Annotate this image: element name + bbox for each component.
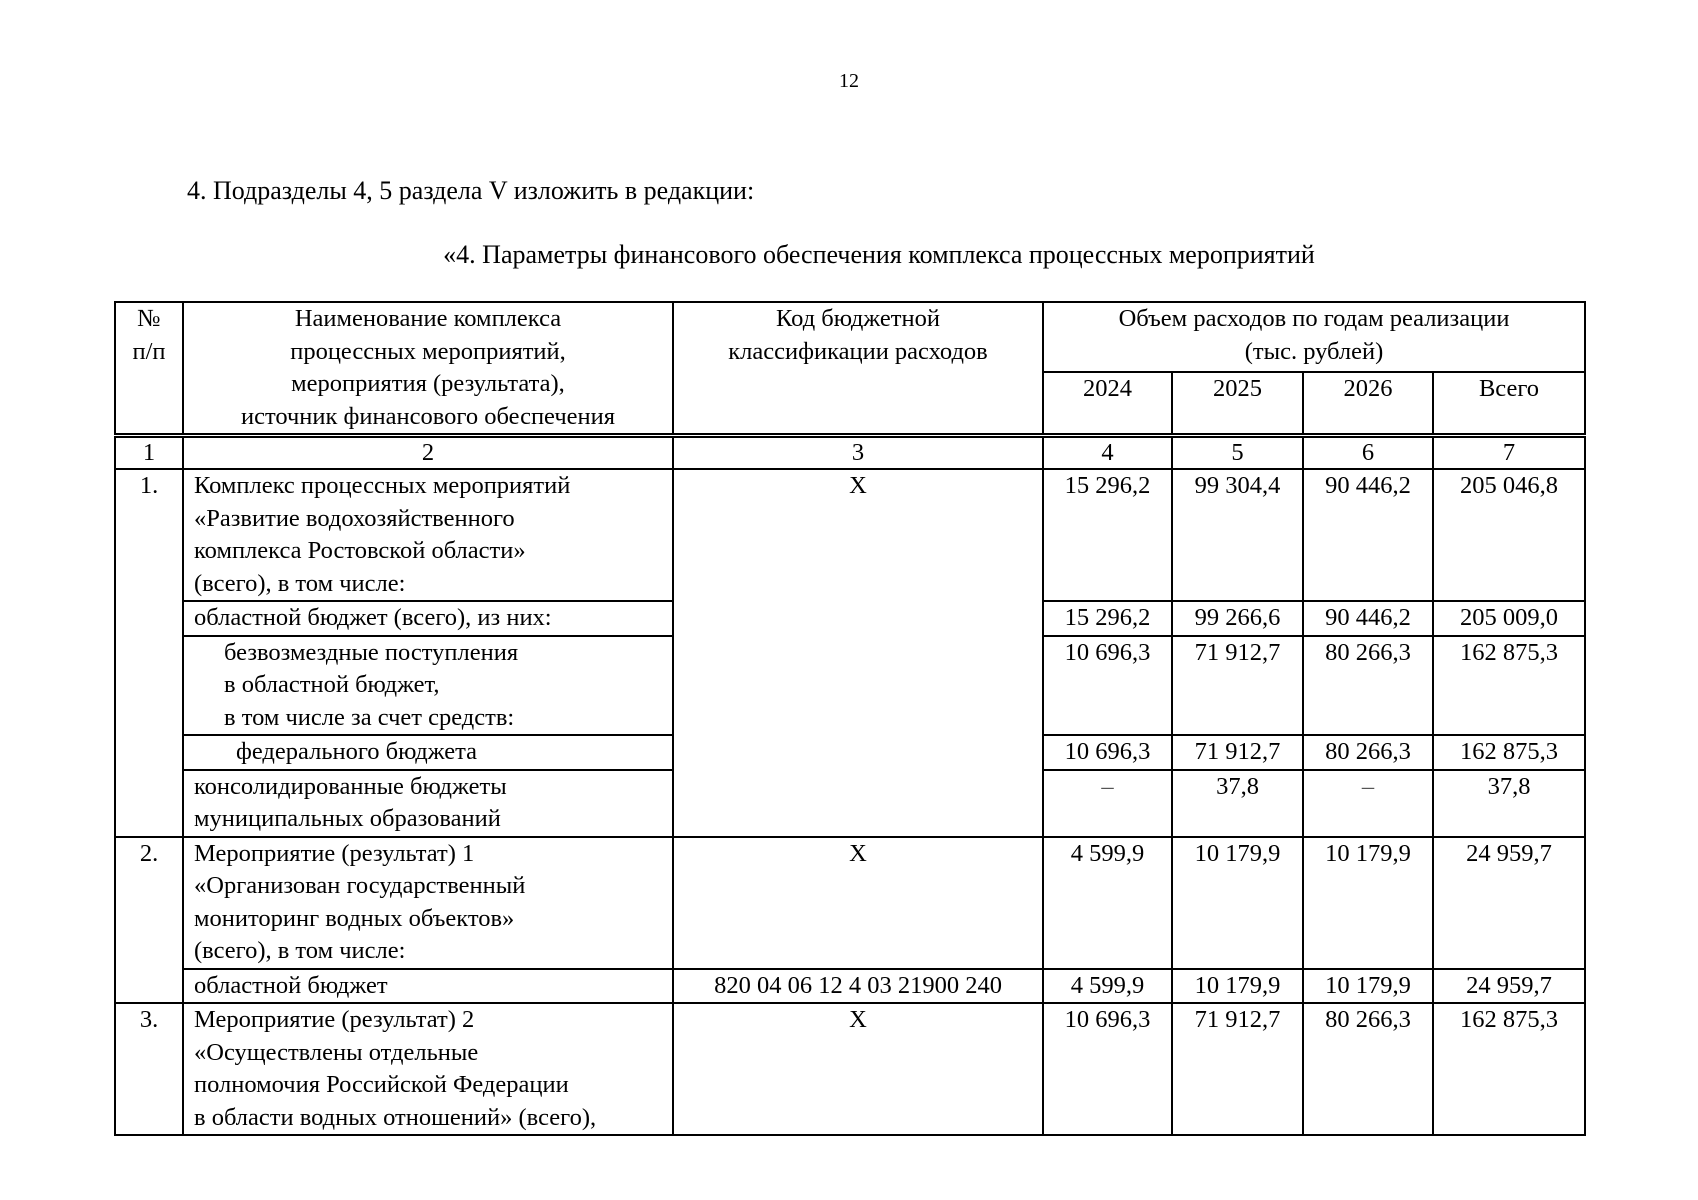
- row-number: 1.: [115, 469, 183, 837]
- table-row: [115, 1003, 1585, 1135]
- table-row: [115, 469, 1585, 601]
- row-name: безвозмездные поступления в областной бюджет, в том числе за счет средств:: [183, 636, 673, 736]
- row-name: федерального бюджета: [183, 735, 673, 770]
- value-2026: 10 179,9: [1303, 969, 1433, 1004]
- value-2026: –: [1303, 770, 1433, 837]
- header-code: Код бюджетной классификации расходов: [673, 302, 1043, 436]
- row-code: Х: [673, 1003, 1043, 1135]
- value-2024: –: [1043, 770, 1172, 837]
- column-number: 7: [1433, 436, 1585, 470]
- row-name: консолидированные бюджеты муниципальных образований: [183, 770, 673, 837]
- column-number: 1: [115, 436, 183, 470]
- value-2024: 10 696,3: [1043, 1003, 1172, 1135]
- value-2026: 90 446,2: [1303, 601, 1433, 636]
- row-number: 2.: [115, 837, 183, 1004]
- value-2024: 4 599,9: [1043, 837, 1172, 969]
- header-row: [115, 302, 1585, 372]
- value-2026: 10 179,9: [1303, 837, 1433, 969]
- header-volume: Объем расходов по годам реализации (тыс. рублей): [1043, 302, 1585, 372]
- row-name: Комплекс процессных мероприятий «Развитие водохозяйственного комплекса Ростовской области» (всего), в том числе:: [183, 469, 673, 601]
- value-total: 24 959,7: [1433, 969, 1585, 1004]
- row-name: Мероприятие (результат) 1 «Организован государственный мониторинг водных объектов» (всего), в том числе:: [183, 837, 673, 969]
- header-year-2025: 2025: [1172, 372, 1303, 436]
- value-total: 162 875,3: [1433, 1003, 1585, 1135]
- column-number: 6: [1303, 436, 1433, 470]
- value-total: 24 959,7: [1433, 837, 1585, 969]
- value-2025: 99 266,6: [1172, 601, 1303, 636]
- value-2024: 15 296,2: [1043, 601, 1172, 636]
- table-row: [115, 837, 1585, 969]
- value-2026: 80 266,3: [1303, 636, 1433, 736]
- value-total: 162 875,3: [1433, 735, 1585, 770]
- header-name: Наименование комплекса процессных мероприятий, мероприятия (результата), источник финансового обеспечения: [183, 302, 673, 436]
- value-2024: 4 599,9: [1043, 969, 1172, 1004]
- value-total: 205 046,8: [1433, 469, 1585, 601]
- header-num: № п/п: [115, 302, 183, 436]
- header-year-2026: 2026: [1303, 372, 1433, 436]
- value-2025: 10 179,9: [1172, 969, 1303, 1004]
- value-2026: 80 266,3: [1303, 1003, 1433, 1135]
- value-2025: 99 304,4: [1172, 469, 1303, 601]
- value-2025: 10 179,9: [1172, 837, 1303, 969]
- row-name: областной бюджет (всего), из них:: [183, 601, 673, 636]
- header-total: Всего: [1433, 372, 1585, 436]
- row-number: 3.: [115, 1003, 183, 1135]
- column-number: 4: [1043, 436, 1172, 470]
- column-number: 2: [183, 436, 673, 470]
- row-name: областной бюджет: [183, 969, 673, 1004]
- financing-table: [114, 301, 1586, 1136]
- table-row: [115, 969, 1585, 1004]
- value-2026: 90 446,2: [1303, 469, 1433, 601]
- column-number: 5: [1172, 436, 1303, 470]
- value-2025: 71 912,7: [1172, 1003, 1303, 1135]
- value-2025: 71 912,7: [1172, 636, 1303, 736]
- column-numbering-row: [115, 436, 1585, 470]
- row-code: Х: [673, 837, 1043, 969]
- row-code: Х: [673, 469, 1043, 837]
- value-2024: 15 296,2: [1043, 469, 1172, 601]
- section-title: «4. Параметры финансового обеспечения комплекса процессных мероприятий: [443, 240, 1315, 269]
- value-2026: 80 266,3: [1303, 735, 1433, 770]
- row-code: 820 04 06 12 4 03 21900 240: [673, 969, 1043, 1004]
- column-number: 3: [673, 436, 1043, 470]
- value-2025: 37,8: [1172, 770, 1303, 837]
- value-total: 37,8: [1433, 770, 1585, 837]
- value-total: 205 009,0: [1433, 601, 1585, 636]
- row-name: Мероприятие (результат) 2 «Осуществлены отдельные полномочия Российской Федерации в области водных отношений» (всего),: [183, 1003, 673, 1135]
- value-2024: 10 696,3: [1043, 636, 1172, 736]
- value-2024: 10 696,3: [1043, 735, 1172, 770]
- header-year-2024: 2024: [1043, 372, 1172, 436]
- value-total: 162 875,3: [1433, 636, 1585, 736]
- intro-paragraph: 4. Подразделы 4, 5 раздела V изложить в редакции:: [187, 176, 755, 205]
- value-2025: 71 912,7: [1172, 735, 1303, 770]
- page-number: 12: [839, 70, 859, 92]
